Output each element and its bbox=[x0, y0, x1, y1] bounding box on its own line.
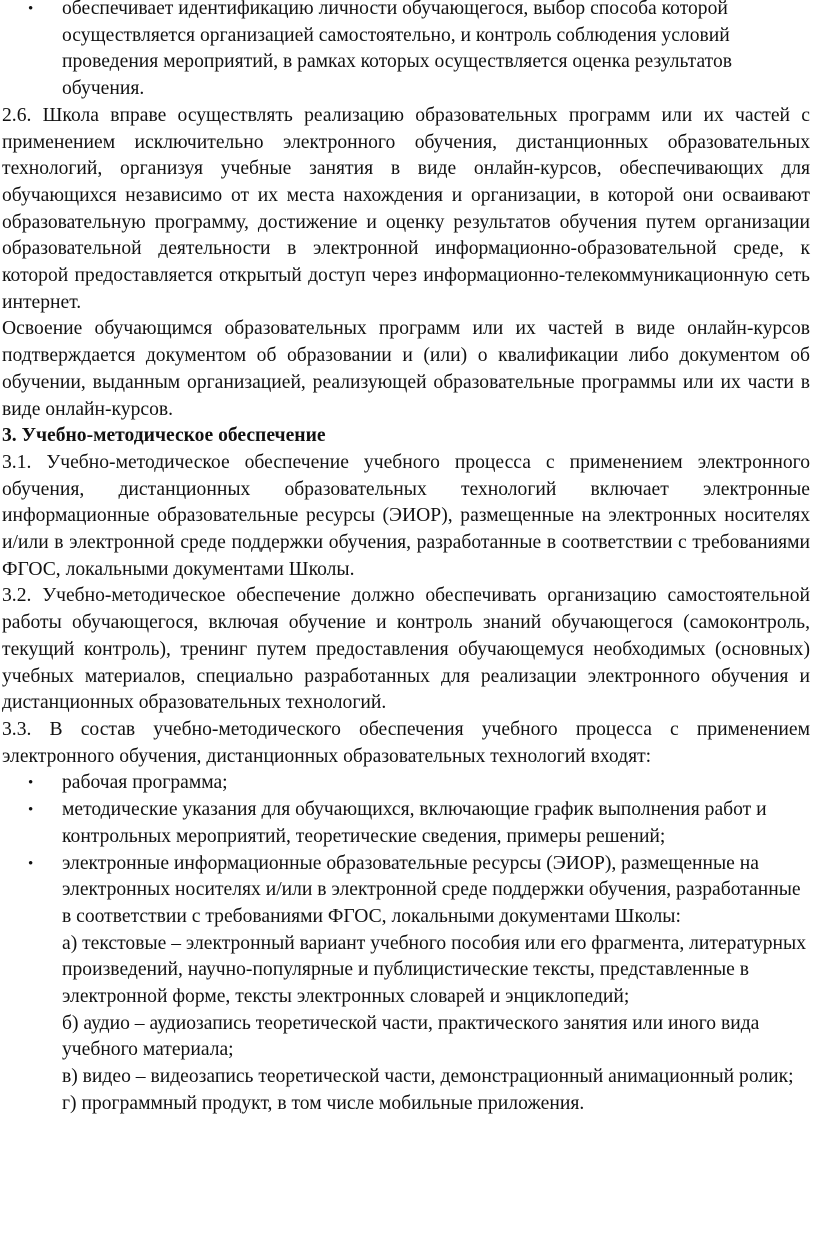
document-page bbox=[2, 0, 810, 1118]
bullet-item-guidelines: • методические указания для обучающихся, включающие график выполнения работ и контрольных мероприятий, теоретические сведения, примеры решений; bbox=[2, 797, 810, 850]
sub-item-video: в) видео – видеозапись теоретической части, демонстрационный анимационный ролик; bbox=[62, 1066, 794, 1088]
paragraph-online-courses: Освоение обучающимся образовательных программ или их частей в виде онлайн-курсов подтверждается документом об образовании и (или) о квалификации либо документом об обучении, выданным организацией, реализующей образовательные программы или их части в виде онлайн-курсов. bbox=[2, 318, 810, 420]
paragraph-3-2: 3.2. Учебно-методическое обеспечение должно обеспечивать организацию самостоятельной работы обучающегося, включая обучение и контроль знаний обучающегося (самоконтроль, текущий контроль), тренинг путем предоставления обучающемуся необходимых (основных) учебных материалов, специально разработанных для реализации электронного обучения и дистанционных образовательных технологий. bbox=[2, 585, 810, 714]
paragraph-3-3: 3.3. В состав учебно-методического обеспечения учебного процесса с применением электронного обучения, дистанционных образовательных технологий входят: bbox=[2, 718, 810, 767]
paragraph-3-1: 3.1. Учебно-методическое обеспечение учебного процесса с применением электронного обучения, дистанционных образовательных технологий включает электронные информационные образовательные ресурсы (ЭИОР), размещенные на электронных носителях и/или в электронной среде поддержки обучения, разработанные в соответствии с требованиями ФГОС, локальными документами Школы. bbox=[2, 451, 810, 580]
sub-item-audio: б) аудио – аудиозапись теоретической части, практического занятия или иного вида учебного материала; bbox=[62, 1012, 760, 1061]
sub-item-software: г) программный продукт, в том числе мобильные приложения. bbox=[62, 1092, 585, 1114]
section-heading-3: 3. Учебно-методическое обеспечение bbox=[2, 425, 326, 447]
bullet-item-identification: • обеспечивает идентификацию личности обучающегося, выбор способа которой осуществляется организацией самостоятельно, и контроль соблюдения условий проведения мероприятий, в рамках которых осуществляется оценка результатов обучения. bbox=[2, 0, 810, 103]
paragraph-2-6: 2.6. Школа вправе осуществлять реализацию образовательных программ или их частей с применением исключительно электронного обучения, дистанционных образовательных технологий, организуя учебные занятия в виде онлайн-курсов, обеспечивающих для обучающихся независимо от их места нахождения и организации, в которой они осваивают образовательную программу, достижение и оценку результатов обучения путем организации образовательной деятельности в электронной информационно-образовательной среде, к которой предоставляется открытый доступ через информационно-телекоммуникационную сеть интернет. bbox=[2, 104, 810, 313]
bullet-item-work-program: • рабочая программа; bbox=[2, 770, 810, 797]
sub-item-text: а) текстовые – электронный вариант учебного пособия или его фрагмента, литературных произведений, научно-популярные и публицистические тексты, представленные в электронной форме, тексты электронных словарей и энциклопедий; bbox=[62, 932, 806, 1008]
bullet-item-eior: • электронные информационные образовательные ресурсы (ЭИОР), размещенные на электронных носителях и/или в электронной среде поддержки обучения, разработанные в соответствии с требованиями ФГОС, локальными документами Школы: bbox=[2, 851, 810, 931]
